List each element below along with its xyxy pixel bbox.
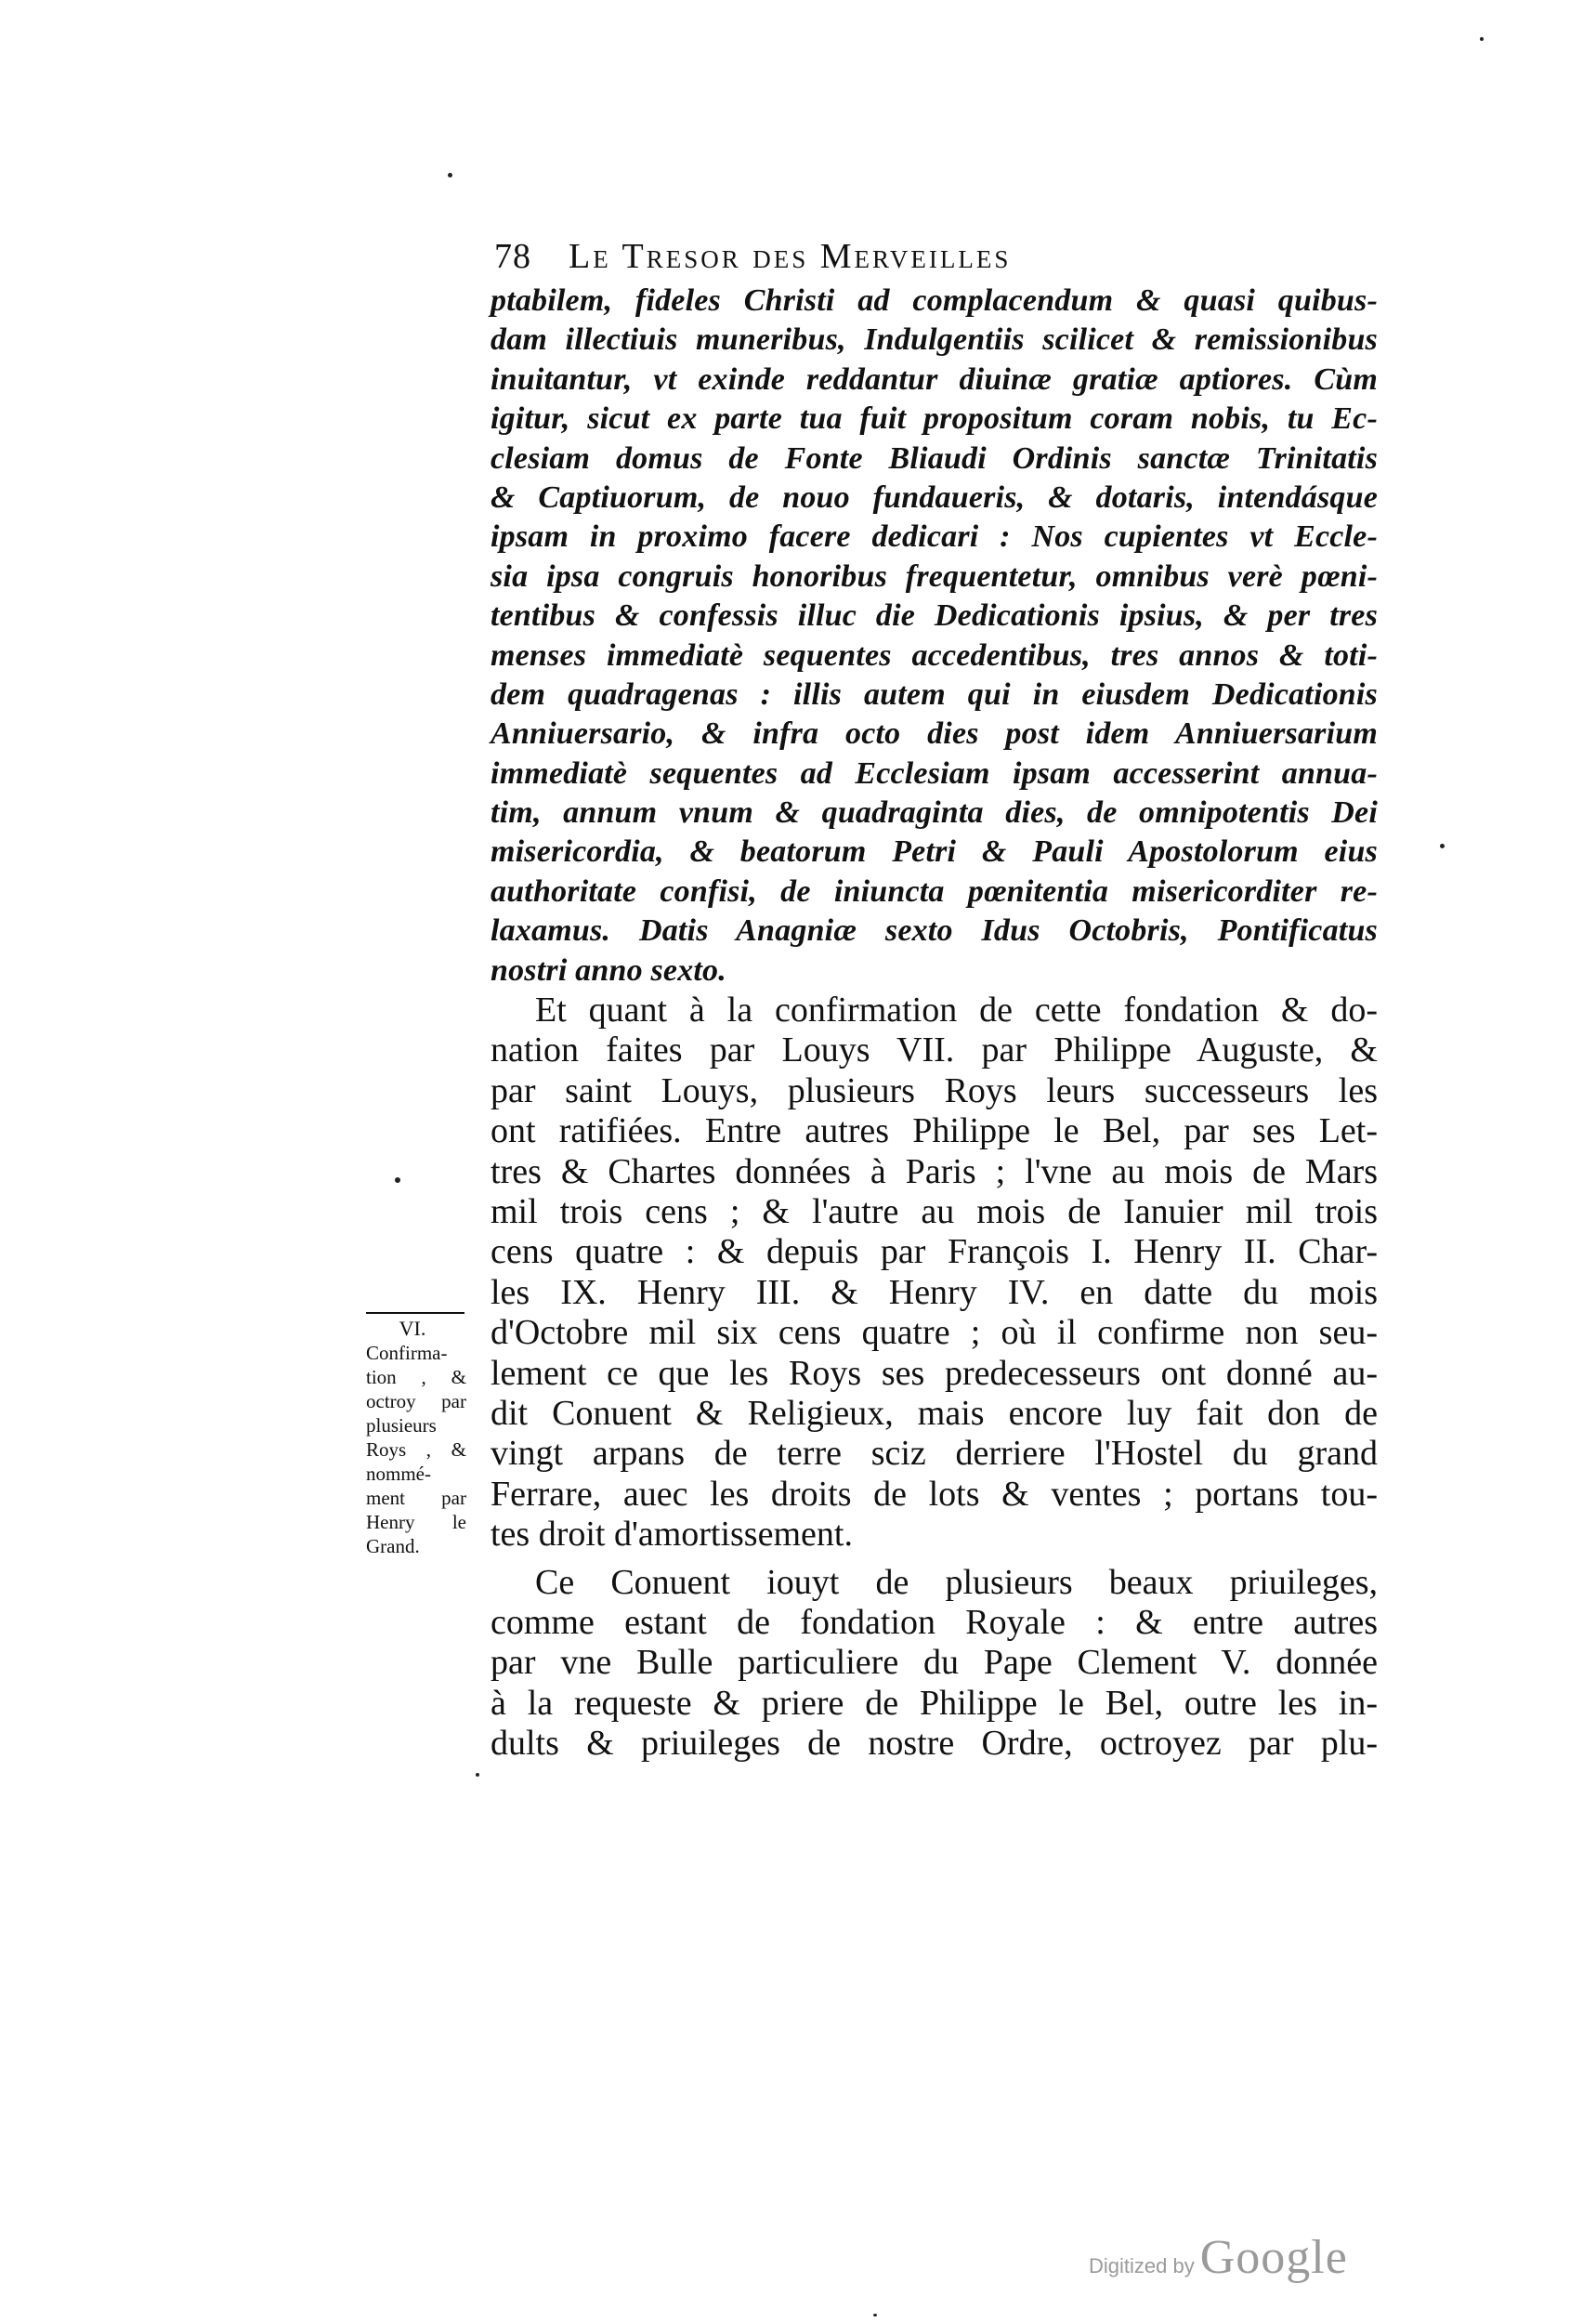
text-block (491, 282, 1378, 1764)
paragraph-privileges (491, 1563, 1378, 1765)
watermark-prefix: Digitized by (1089, 2254, 1195, 2277)
margin-note-line: plusieurs (366, 1414, 437, 1437)
margin-note-line: Henry le (366, 1511, 466, 1533)
margin-note-line: ment par (366, 1487, 466, 1509)
latin-line: tim, annum vnum & quadraginta dies, de omnipotentis Dei (491, 795, 1378, 831)
latin-line: & Captiuorum, de nouo fundaueris, & dotaris, intendásque (491, 479, 1378, 515)
latin-line: sia ipsa congruis honoribus frequentetur, omnibus verè pœni- (491, 558, 1378, 594)
margin-note-number: VI. (399, 1317, 426, 1340)
text-line: nation faites par Louys VII. par Philippe Auguste, & (491, 1030, 1378, 1070)
latin-line: igitur, sicut ex parte tua fuit propositum coram nobis, tu Ec- (491, 401, 1378, 437)
text-line: tes droit d'amortissement. (491, 1515, 853, 1555)
ink-speck (448, 173, 452, 177)
latin-line: nostri anno sexto. (491, 952, 726, 988)
digitized-watermark (1089, 2230, 1348, 2285)
latin-line: immediatè sequentes ad Ecclesiam ipsam accesserint annua- (491, 755, 1378, 791)
latin-line: ptabilem, fideles Christi ad complacendum & quasi quibus- (491, 283, 1378, 318)
text-line: par vne Bulle particuliere du Pape Clement V. donnée (491, 1643, 1378, 1683)
margin-note (366, 1312, 477, 1558)
latin-line: clesiam domus de Fonte Bliaudi Ordinis sanctæ Trinitatis (491, 440, 1378, 476)
text-line: d'Octobre mil six cens quatre ; où il confirme non seu- (491, 1313, 1378, 1353)
text-line: lement ce que les Roys ses predecesseurs ont donné au- (491, 1353, 1378, 1393)
text-line: Ferrare, auec les droits de lots & ventes ; portans tou- (491, 1474, 1378, 1514)
latin-line: laxamus. Datis Anagniæ sexto Idus Octobris, Pontificatus (491, 913, 1378, 949)
text-line: mil trois cens ; & l'autre au mois de Ianuier mil trois (491, 1191, 1378, 1231)
margin-note-line: tion , & (366, 1366, 466, 1388)
text-line: ont ratifiées. Entre autres Philippe le Bel, par ses Let- (491, 1111, 1378, 1151)
text-line: cens quatre : & depuis par François I. Henry II. Char- (491, 1232, 1378, 1272)
page-number: 78 (494, 237, 531, 276)
latin-line: tentibus & confessis illuc die Dedicationis ipsius, & per tres (491, 598, 1378, 634)
latin-line: inuitantur, vt exinde reddantur diuinæ gratiæ aptiores. Cùm (491, 361, 1378, 397)
margin-note-line: Confirma- (366, 1342, 448, 1364)
text-line: Et quant à la confirmation de cette fondation & do- (535, 991, 1378, 1030)
google-logo: Google (1199, 2231, 1348, 2284)
paragraph-confirmation (491, 991, 1378, 1555)
latin-line: authoritate confisi, de iniuncta pœnitentia misericorditer re- (491, 873, 1378, 909)
text-line: dults & priuileges de nostre Ordre, octroyez par plu- (491, 1724, 1378, 1764)
page-header (494, 236, 1302, 277)
ink-speck (873, 2314, 877, 2316)
latin-quote (491, 282, 1378, 991)
ink-speck (395, 1177, 400, 1183)
text-line: les IX. Henry III. & Henry IV. en datte du mois (491, 1272, 1378, 1312)
margin-note-line: nommé- (366, 1463, 431, 1485)
ink-speck (1480, 37, 1484, 41)
text-line: tres & Chartes données à Paris ; l'vne au mois de Mars (491, 1151, 1378, 1191)
text-line: comme estant de fondation Royale : & entre autres (491, 1602, 1378, 1642)
running-title: Le Tresor des Merveilles (569, 237, 1012, 276)
margin-rule (366, 1312, 464, 1314)
latin-line: ipsam in proximo facere dedicari : Nos cupientes vt Eccle- (491, 519, 1378, 555)
margin-note-line: octroy par (366, 1390, 466, 1412)
text-line: par saint Louys, plusieurs Roys leurs successeurs les (491, 1070, 1378, 1110)
text-line: Ce Conuent iouyt de plusieurs beaux priuileges, (535, 1562, 1378, 1602)
margin-note-line: Roys , & (366, 1438, 466, 1461)
text-line: dit Conuent & Religieux, mais encore luy fait don de (491, 1393, 1378, 1433)
latin-line: misericordia, & beatorum Petri & Pauli Apostolorum eius (491, 834, 1378, 870)
text-line: vingt arpans de terre sciz derriere l'Hostel du grand (491, 1434, 1378, 1474)
ink-speck (1440, 844, 1445, 848)
ink-speck (476, 1773, 479, 1777)
latin-line: menses immediatè sequentes accedentibus, tres annos & toti- (491, 637, 1378, 673)
latin-line: dem quadragenas : illis autem qui in eiusdem Dedicationis (491, 676, 1378, 712)
text-line: à la requeste & priere de Philippe le Bel, outre les in- (491, 1683, 1378, 1723)
latin-line: Anniuersario, & infra octo dies post idem Anniuersarium (491, 716, 1378, 752)
latin-line: dam illectiuis muneribus, Indulgentiis scilicet & remissionibus (491, 322, 1378, 358)
margin-note-line: Grand. (366, 1535, 420, 1557)
